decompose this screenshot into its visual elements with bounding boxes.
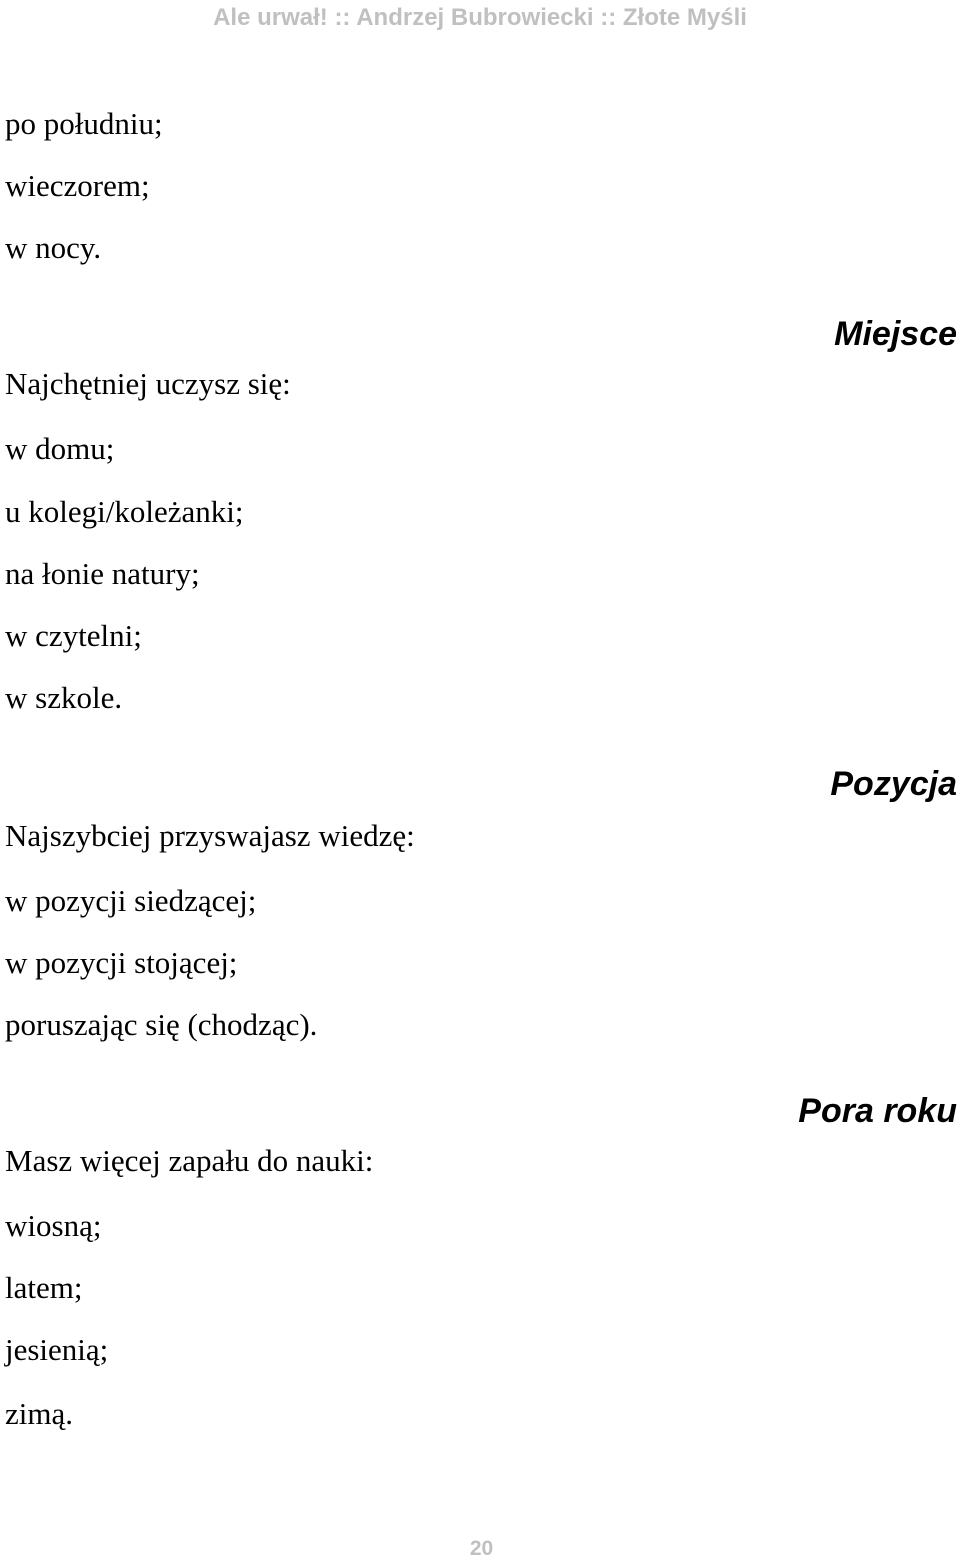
section-heading-position: Pozycja: [830, 765, 957, 803]
running-header: Ale urwał! :: Andrzej Bubrowiecki :: Złote Myśli: [213, 4, 747, 31]
place-question: Najchętniej uczysz się:: [5, 366, 291, 401]
time-option-evening: wieczorem;: [5, 168, 150, 203]
place-option-friend: u kolegi/koleżanki;: [5, 494, 244, 529]
season-option-winter: zimą.: [5, 1396, 73, 1431]
place-option-nature: na łonie natury;: [5, 556, 200, 591]
season-question: Masz więcej zapału do nauki:: [5, 1143, 374, 1178]
time-option-night: w nocy.: [5, 230, 102, 265]
place-option-library: w czytelni;: [5, 618, 142, 653]
section-heading-place: Miejsce: [834, 315, 957, 353]
season-option-summer: latem;: [5, 1270, 83, 1305]
season-option-spring: wiosną;: [5, 1208, 102, 1243]
position-option-sitting: w pozycji siedzącej;: [5, 883, 257, 918]
page-number: 20: [469, 1537, 494, 1560]
season-option-autumn: jesienią;: [5, 1332, 109, 1367]
place-option-home: w domu;: [5, 431, 115, 466]
time-option-afternoon: po południu;: [5, 106, 163, 141]
position-option-walking: poruszając się (chodząc).: [5, 1007, 318, 1042]
position-option-standing: w pozycji stojącej;: [5, 945, 238, 980]
section-heading-season: Pora roku: [798, 1092, 957, 1130]
position-question: Najszybciej przyswajasz wiedzę:: [5, 818, 415, 853]
place-option-school: w szkole.: [5, 680, 123, 715]
